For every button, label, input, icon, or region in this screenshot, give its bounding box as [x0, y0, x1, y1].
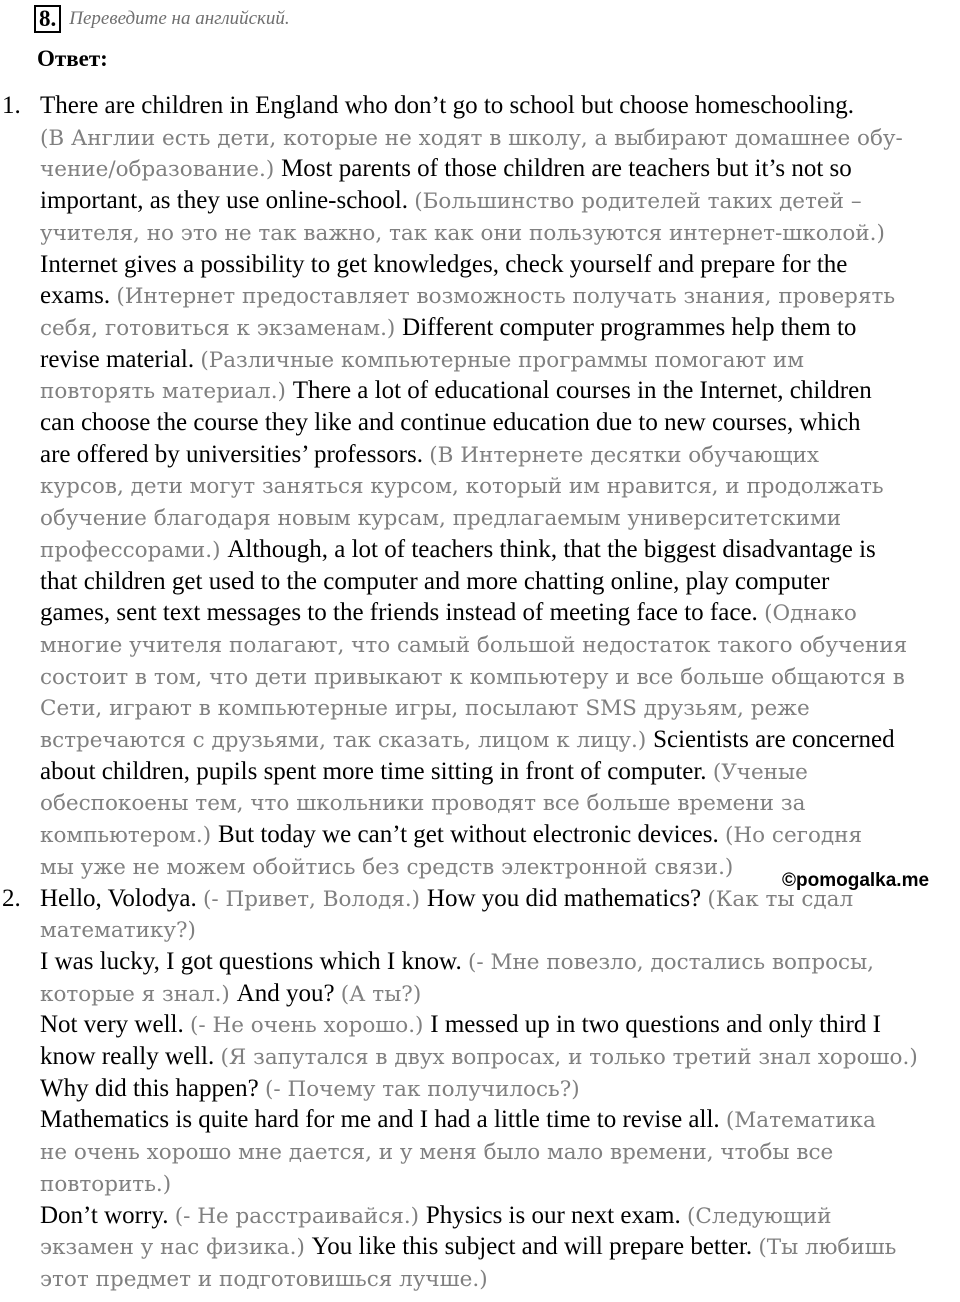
- text-line: [40, 1009, 881, 1041]
- text-line: [40, 1136, 833, 1168]
- text-line: [40, 1168, 171, 1200]
- exercise-task: Переведите на английский.: [69, 8, 290, 29]
- russian-translation: Сети, играют в компьютерные игры, посылают SMS друзьям, реже: [40, 696, 810, 722]
- russian-translation: (Интернет предоставляет возможность получать знания, проверять: [116, 284, 896, 310]
- text-line: [40, 883, 853, 915]
- russian-translation: этот предмет и подготовишься лучше.): [40, 1266, 488, 1292]
- text-line: [40, 1231, 896, 1263]
- russian-translation: многие учителя полагают, что самый большой недостаток такого обучения: [40, 632, 908, 658]
- russian-translation: (- Почему так получилось?): [264, 1076, 580, 1102]
- russian-translation: (Как ты сдал: [707, 886, 854, 912]
- russian-translation: (Ты любишь: [758, 1235, 897, 1261]
- russian-translation: (Но сегодня: [725, 823, 863, 849]
- english-text: But today we can’t get without electronic devices.: [217, 821, 725, 849]
- russian-translation: (Ученые: [712, 759, 808, 785]
- russian-translation: которые я знал.): [40, 981, 237, 1007]
- english-text: Although, a lot of teachers think, that the biggest disadvantage is: [227, 535, 876, 563]
- text-line: [40, 851, 733, 883]
- text-line: [40, 344, 804, 376]
- text-line: [40, 724, 895, 756]
- watermark: ©pomogalka.me: [782, 870, 930, 891]
- text-line: [40, 597, 857, 629]
- russian-translation: экзамен у нас физика.): [40, 1235, 312, 1261]
- russian-translation: (Большинство родителей таких детей –: [414, 189, 862, 215]
- english-text: are offered by universities’ professors.: [40, 440, 430, 468]
- russian-translation: (- Привет, Володя.): [202, 886, 427, 912]
- russian-translation: (Следующий: [687, 1203, 832, 1229]
- text-line: [40, 153, 852, 185]
- english-text: I was lucky, I got questions which I know.: [40, 947, 468, 975]
- russian-translation: (Различные компьютерные программы помогают им: [200, 347, 804, 373]
- english-text: Most parents of those children are teachers but it’s not so: [281, 155, 852, 183]
- english-text: games, sent text messages to the friends instead of meeting face to face.: [40, 599, 765, 627]
- russian-translation: повторить.): [40, 1171, 172, 1197]
- russian-translation: профессорами.): [40, 537, 228, 563]
- text-line: [40, 280, 895, 312]
- text-line: [40, 1200, 831, 1232]
- russian-translation: себя, готовиться к экзаменам.): [40, 315, 403, 341]
- russian-translation: компьютером.): [40, 823, 218, 849]
- text-line: [40, 1104, 876, 1136]
- item-number: 2.: [2, 884, 21, 912]
- russian-translation: обеспокоены тем, что школьники проводят все больше времени за: [40, 791, 806, 817]
- text-line: [40, 90, 854, 122]
- text-line: [40, 978, 421, 1010]
- text-line: [40, 534, 876, 566]
- english-text: Internet gives a possibility to get knowledges, check yourself and prepare for the: [40, 250, 848, 278]
- russian-translation: курсов, дети могут заняться курсом, который им нравится, и продолжать: [40, 474, 884, 500]
- text-line: [40, 566, 829, 598]
- text-line: [40, 914, 196, 946]
- english-text: There are children in England who don’t go to school but choose homeschooling.: [40, 92, 854, 119]
- russian-translation: состоит в том, что дети привыкают к компьютеру и все больше общаются в: [40, 664, 905, 690]
- english-text: Not very well.: [40, 1011, 190, 1039]
- english-text: You like this subject and will prepare better.: [311, 1233, 759, 1261]
- text-line: [40, 502, 841, 534]
- russian-translation: (В Интернете десятки обучающих: [429, 442, 820, 468]
- text-line: [40, 629, 907, 661]
- russian-translation: (Математика: [725, 1108, 876, 1134]
- russian-translation: мы уже не можем обойтись без средств электронной связи.): [40, 854, 734, 880]
- text-line: [40, 1073, 580, 1105]
- text-line: [40, 692, 810, 724]
- russian-translation: обучение благодаря новым курсам, предлагаемым университетскими: [40, 506, 842, 532]
- english-text: Hello, Volodya.: [40, 884, 203, 912]
- russian-translation: (Я запутался в двух вопросах, и только третий знал хорошо.): [220, 1045, 918, 1070]
- russian-translation: (- Не очень хорошо.): [189, 1013, 431, 1039]
- answer-label: Ответ:: [37, 46, 108, 71]
- english-text: Different computer programmes help them to: [402, 313, 857, 341]
- text-line: [40, 185, 862, 217]
- exercise-number: 8.: [34, 5, 61, 33]
- english-text: There a lot of educational courses in the Internet, children: [292, 377, 872, 405]
- english-text: Scientists are concerned: [653, 726, 895, 753]
- text-line: [40, 756, 808, 788]
- english-text: important, as they use online-school.: [40, 187, 415, 215]
- exercise-header: [34, 4, 290, 34]
- russian-translation: (В Англии есть дети, которые не ходят в школу, а выбирают домашнее обу-: [40, 125, 903, 151]
- english-text: revise material.: [40, 345, 201, 373]
- russian-translation: повторять материал.): [40, 379, 293, 405]
- english-text: about children, pupils spent more time sitting in front of computer.: [40, 757, 713, 785]
- russian-translation: чение/образование.): [40, 157, 282, 183]
- text-line: [40, 946, 874, 978]
- text-line: [40, 375, 872, 407]
- text-line: [40, 439, 819, 471]
- english-text: Why did this happen?: [40, 1074, 265, 1102]
- russian-translation: (А ты?): [340, 981, 422, 1007]
- english-text: can choose the course they like and continue education due to new courses, which: [40, 409, 861, 436]
- text-line: [40, 661, 905, 693]
- english-text: know really well.: [40, 1043, 221, 1070]
- english-text: exams.: [40, 282, 117, 310]
- text-line: [40, 819, 862, 851]
- text-line: [40, 1041, 918, 1073]
- text-line: [40, 312, 856, 344]
- english-text: I messed up in two questions and only third I: [430, 1011, 881, 1039]
- english-text: Don’t worry.: [40, 1201, 175, 1229]
- russian-translation: (- Не расстраивайся.): [174, 1203, 426, 1229]
- text-line: [40, 122, 903, 154]
- english-text: How you did mathematics?: [426, 884, 708, 912]
- russian-translation: (- Мне повезло, достались вопросы,: [467, 949, 875, 975]
- text-line: [40, 1263, 488, 1295]
- text-line: [40, 249, 847, 281]
- text-line: [40, 407, 861, 439]
- russian-translation: встречаются с друзьями, так сказать, лицом к лицу.): [40, 728, 654, 753]
- english-text: that children get used to the computer and more chatting online, play computer: [40, 567, 830, 595]
- english-text: And you?: [236, 979, 341, 1007]
- english-text: Mathematics is quite hard for me and I had a little time to revise all.: [40, 1106, 726, 1134]
- russian-translation: учителя, но это не так важно, так как они пользуются интернет-школой.): [40, 220, 885, 246]
- english-text: Physics is our next exam.: [425, 1201, 687, 1229]
- text-line: [40, 787, 805, 819]
- russian-translation: (Однако: [764, 601, 857, 627]
- item-number: 1.: [2, 92, 21, 119]
- text-line: [40, 217, 885, 249]
- russian-translation: математику?): [40, 918, 196, 944]
- text-line: [40, 470, 884, 502]
- russian-translation: не очень хорошо мне дается, и у меня было мало времени, чтобы все: [40, 1140, 834, 1166]
